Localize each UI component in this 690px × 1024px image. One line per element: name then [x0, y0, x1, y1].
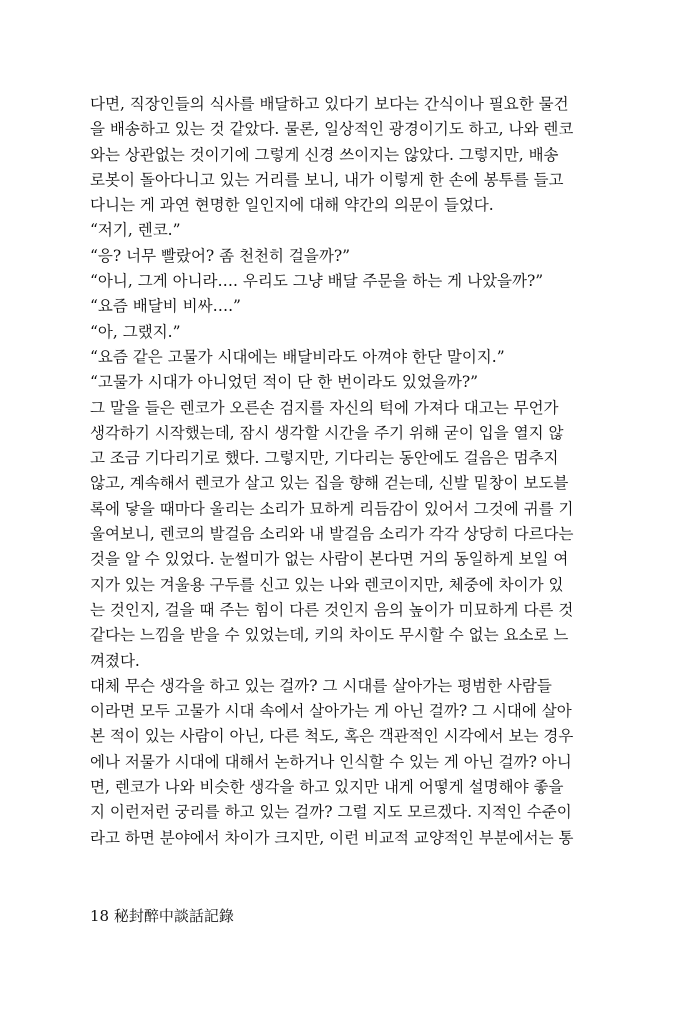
- text-line: 같다는 느낌을 받을 수 있었는데, 키의 차이도 무시할 수 없는 요소로 느: [90, 626, 569, 645]
- text-line: 않고, 계속해서 렌코가 살고 있는 집을 향해 걷는데, 신발 밑창이 보도블: [90, 474, 569, 493]
- text-line: “요즘 같은 고물가 시대에는 배달비라도 아껴야 한단 말이지.”: [90, 347, 505, 366]
- text-line: “응? 너무 빨랐어? 좀 천천히 걸을까?”: [90, 246, 351, 265]
- text-line: 이라면 모두 고물가 시대 속에서 살아가는 게 아닌 걸까? 그 시대에 살아: [90, 702, 572, 721]
- text-line: 다니는 게 과연 현명한 일인지에 대해 약간의 의문이 들었다.: [90, 196, 494, 215]
- text-line: “저기, 렌코.”: [90, 221, 181, 240]
- text-line: 지 이런저런 궁리를 하고 있는 걸까? 그럴 지도 모르겠다. 지적인 수준이: [90, 803, 572, 822]
- text-line: “아니, 그게 아니라…. 우리도 그냥 배달 주문을 하는 게 나았을까?”: [90, 272, 544, 291]
- text-line: “고물가 시대가 아니었던 적이 단 한 번이라도 있었을까?”: [90, 373, 479, 392]
- page-footer: 18 秘封醉中談話記錄: [90, 907, 234, 925]
- text-line: “아, 그랬지.”: [90, 322, 181, 341]
- text-line: 것을 알 수 있었다. 눈썰미가 없는 사람이 본다면 거의 동일하게 보일 여: [90, 550, 569, 569]
- text-line: 라고 하면 분야에서 차이가 크지만, 이런 비교적 교양적인 부분에서는 통: [90, 828, 574, 847]
- text-line: 다면, 직장인들의 식사를 배달하고 있다기 보다는 간식이나 필요한 물건: [90, 95, 569, 113]
- text-line: 껴졌다.: [90, 651, 140, 670]
- text-line: 는 것인지, 걸을 때 주는 힘이 다른 것인지 음의 높이가 미묘하게 다른 것: [90, 600, 574, 619]
- text-line: 지가 있는 겨울용 구두를 신고 있는 나와 렌코이지만, 체중에 차이가 있: [90, 575, 564, 594]
- text-line: 록에 닿을 때마다 울리는 소리가 묘하게 리듬감이 있어서 그것에 귀를 기: [90, 499, 574, 518]
- text-line: 울여보니, 렌코의 발걸음 소리와 내 발걸음 소리가 각각 상당히 다르다는: [90, 525, 574, 544]
- text-line: 생각하기 시작했는데, 잠시 생각할 시간을 주기 위해 굳이 입을 열지 않: [90, 423, 564, 442]
- text-line: 면, 렌코가 나와 비슷한 생각을 하고 있지만 내게 어떻게 설명해야 좋을: [90, 778, 564, 797]
- text-line: 에나 저물가 시대에 대해서 논하거나 인식할 수 있는 게 아닌 걸까? 아니: [90, 752, 572, 771]
- text-line: 그 말을 들은 렌코가 오른손 검지를 자신의 턱에 가져다 대고는 무언가: [90, 398, 559, 417]
- text-line: 대체 무슨 생각을 하고 있는 걸까? 그 시대를 살아가는 평범한 사람들: [90, 676, 552, 695]
- text-line: 본 적이 있는 사람이 아닌, 다른 척도, 혹은 객관적인 시각에서 보는 경우: [90, 727, 574, 746]
- body-text: [90, 92, 592, 851]
- text-line: 고 조금 기다리기로 했다. 그렇지만, 기다리는 동안에도 걸음은 멈추지: [90, 449, 559, 468]
- text-line: 와는 상관없는 것이기에 그렇게 신경 쓰이지는 않았다. 그렇지만, 배송: [90, 145, 559, 164]
- text-line: 을 배송하고 있는 것 같았다. 물론, 일상적인 광경이기도 하고, 나와 렌코: [90, 120, 574, 139]
- text-line: “요즘 배달비 비싸….”: [90, 297, 241, 316]
- text-line: 로봇이 돌아다니고 있는 거리를 보니, 내가 이렇게 한 손에 봉투를 들고: [90, 170, 564, 189]
